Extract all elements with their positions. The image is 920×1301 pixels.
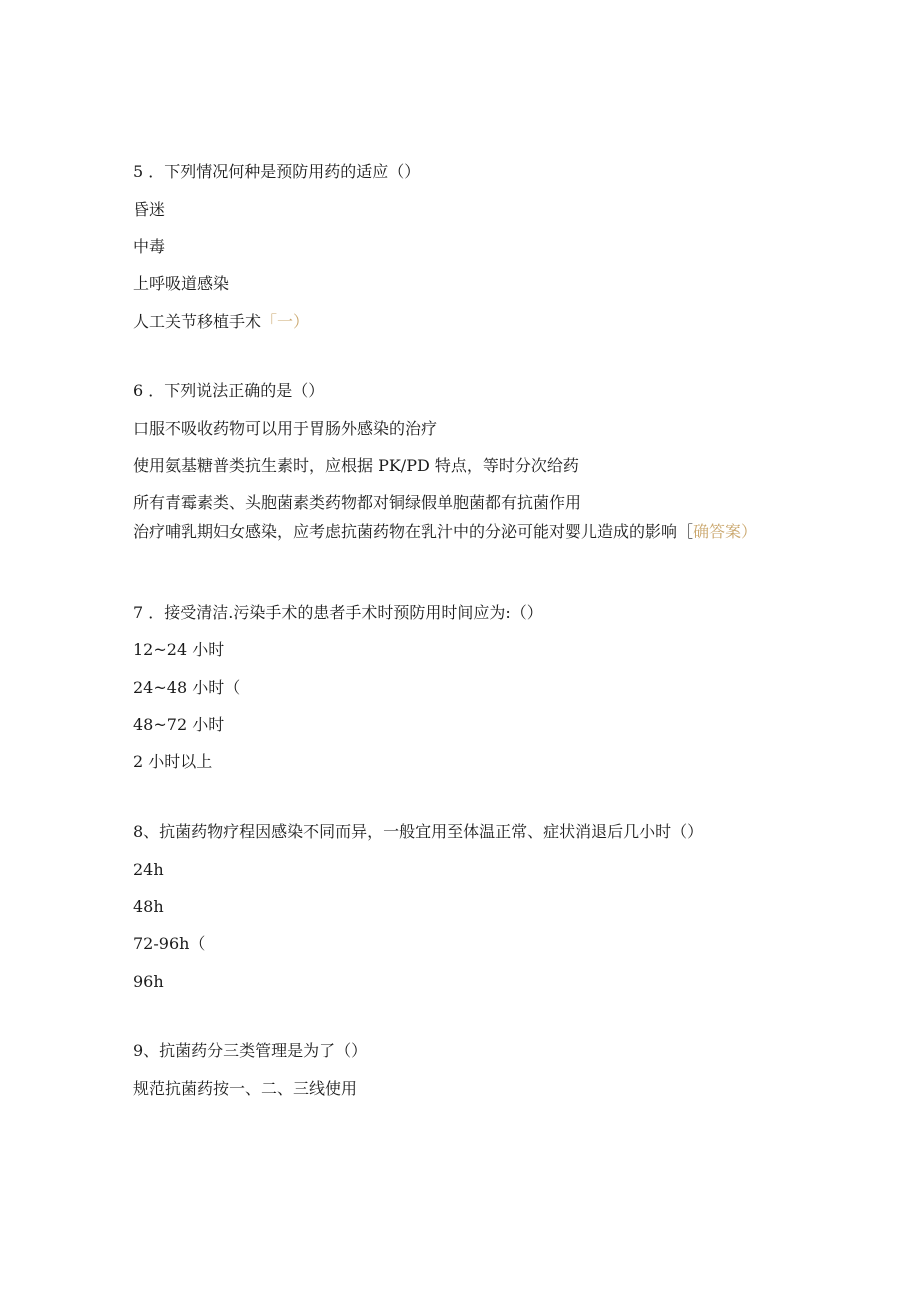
question-6-option-d-text: 治疗哺乳期妇女感染，应考虑抗菌药物在乳汁中的分泌可能对婴儿造成的影响［ [133,522,694,541]
question-9: 9、抗菌药分三类管理是为了（） [133,1041,368,1060]
question-6-option-c: 所有青霉素类、头胞菌素类药物都对铜绿假单胞菌都有抗菌作用 [133,493,582,512]
question-6-option-d [133,521,773,542]
question-6: 6 ．下列说法正确的是（） [133,381,325,400]
question-5-answer-mark: 「一） [261,312,310,331]
question-5: 5 ．下列情况何种是预防用药的适应（） [133,162,421,181]
question-8: 8、抗菌药物疗程因感染不同而异，一般宜用至体温正常、症状消退后几小时（） [133,822,704,841]
question-6-option-b: 使用氨基糖普类抗生素时，应根据 PK/PD 特点，等时分次给药 [133,456,579,475]
question-6-option-a: 口服不吸收药物可以用于胃肠外感染的治疗 [133,419,438,438]
question-8-option-a: 24h [133,860,164,879]
question-5-option-d-text: 人工关节移植手术 [133,312,262,331]
question-5-option-c: 上呼吸道感染 [133,274,230,293]
question-5-option-d [133,312,309,332]
question-8-option-c: 72-96h（ [133,934,206,953]
question-7-option-b: 24~48 小时（ [133,678,241,697]
question-5-option-b: 中毒 [133,237,166,256]
question-7: 7 ．接受清洁.污染手术的患者手术时预防用时间应为:（） [133,603,543,622]
question-8-option-b: 48h [133,897,164,916]
question-6-answer-mark: 确答案） [693,522,758,541]
question-7-option-a: 12~24 小时 [133,640,225,659]
question-9-option-a: 规范抗菌药按一、二、三线使用 [133,1079,358,1098]
question-8-option-d: 96h [133,972,164,991]
question-7-option-c: 48~72 小时 [133,715,225,734]
question-5-option-a: 昏迷 [133,200,166,219]
question-7-option-d: 2 小时以上 [133,752,213,771]
